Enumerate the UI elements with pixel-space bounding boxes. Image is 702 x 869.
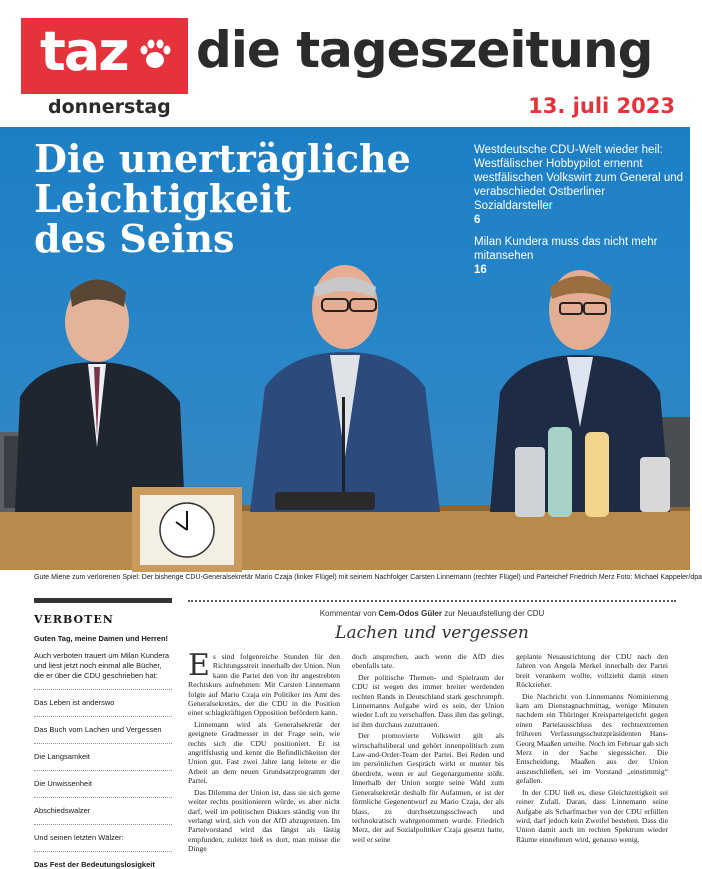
teaser-cdu-text: Westdeutsche CDU-Welt wieder heil: Westfälischer Hobbypilot ernennt westfälischen Volkswirt zum General und verabschiedet Ostberliner Sozialdarsteller [474,144,684,212]
kicker-suffix: zur Neuaufstellung der CDU [444,609,545,618]
divider [34,716,172,717]
list-item: Das Leben ist anderswo [34,698,115,707]
list-item: Die Langsamkeit [34,752,90,761]
side-teasers [474,143,684,285]
paw-icon [137,36,173,72]
paragraph: Linnemann wird als Generalsekretär der geeignete Gradmesser in der Frage sein, wie rechts sich die CDU positioniert. Er ist angriffslustig und kennt die Befindlichkeiten der Union gut. Fast zwei Jahre lang leitete er die Arbeit an dem neuen Grundsatzprogramm der Partei. [188,719,340,786]
verboten-title: VERBOTEN [34,613,114,626]
article-column-1 [188,648,340,856]
verboten-column [34,598,172,869]
hero-photo [0,127,690,570]
paragraph: geplante Neuausrichtung der CDU nach den Jahren von Angela Merkel innerhalb der Partei breit verankern wollte, vollzieht damit einen Rückzieher. [516,652,668,690]
issue-date: 13. juli 2023 [528,94,675,118]
paragraph: In der CDU ließ es, diese Gleichzeitigkeit sei reiner Zufall. Daran, dass Linnemann seine Aufgabe als Scharfmacher von der CDU erfüllen wird, darf jedoch kein Zweifel bestehen. Dass die Union damit auch im rechten Spektrum wieder Räume einnehmen wird, genauso wenig. [516,787,668,844]
weekday: donnerstag [48,96,171,118]
teaser-kundera-text: Milan Kundera muss das nicht mehr mitansehen [474,236,658,262]
teaser-cdu[interactable] [474,143,684,227]
divider [34,797,172,798]
column-rule [34,598,172,603]
article-title: Lachen und vergessen [335,623,529,643]
divider [34,851,172,852]
teaser-kundera[interactable] [474,235,684,277]
kicker-prefix: Kommentar von [319,609,377,618]
article-kicker [188,609,676,618]
masthead [0,0,702,127]
list-item: Abschiedswalzer [34,806,91,815]
divider [34,824,172,825]
list-item: Und seinen letzten Wälzer: [34,833,124,842]
photo-credit: Foto: Michael Kappeler/dpa [616,574,702,581]
author-name: Cem-Odos Güler [378,609,442,618]
list-item: Die Unwissenheit [34,779,92,788]
list-item: Das Buch vom Lachen und Vergessen [34,725,162,734]
teaser-cdu-page: 6 [474,214,481,226]
divider [34,743,172,744]
paragraph: Das Dilemma der Union ist, dass sie sich gerne weiter rechts positionieren würde, es aber nicht darf, weil im politischen Diskurs ständig von ihr verlangt wird, sich von der AfD abzugrenzen. Im Parteivorstand wird das längst als lästig empfunden, zuletzt hieß es dort, man müsse die Dinge [188,787,340,854]
logo-text: taz [40,20,128,83]
article-top-rule [188,600,676,602]
article-column-3 [516,652,668,846]
paragraph: doch ansprechen, auch wenn die AfD dies ebenfalls tate. [352,652,504,671]
divider [34,689,172,690]
divider [34,770,172,771]
article-column-2 [352,652,504,846]
teaser-kundera-page: 16 [474,264,487,276]
verboten-intro: Auch verboten trauert um Milan Kundera und liest jetzt noch einmal alle Bücher, die er über die CDU geschrieben hat: [34,651,170,680]
paragraph-text: s sind folgenreiche Stunden für den Richtungsstreit innerhalb der Union. Nun kann die Partei den von ihr angestrebten Rechtskurs aufnehmen: Mit Carsten Linnemann folgte auf Mario Czaja ein Politiker ins Amt des Generalsekretärs, der die CDU in die Position einer schlagkräftigen Opposition befördern kann. [188,652,340,718]
caption-text: Gute Miene zum verlorenen Spiel: Der bisherige CDU-Generalsekretär Mario Czaja (linker Flügel) mit seinem Nachfolger Carsten Linnemann (rechter Flügel) und Parteichef Friedrich Merz [34,574,615,581]
paper-title: die tageszeitung [196,21,653,79]
verboten-greeting: Guten Tag, meine Damen und Herren! [34,634,169,643]
photo-caption [34,574,702,581]
headline-line-3: des Seins [34,216,235,261]
paragraph [188,648,340,718]
headline-line-1: Die unerträgliche [34,136,411,181]
verboten-final: Das Fest der Bedeutungslosigkeit [34,860,155,869]
paragraph: Der politische Themen- und Spielraum der CDU ist wegen des immer breiter werdenden rechten Rands in Deutschland stark geschrumpft. Linnemanns Aufgabe wird es sein, der Union wieder Luft zu verschaffen. Dass ihm das gelingt, ist ihm durchaus zuzutrauen. [352,672,504,729]
paragraph: Der promovierte Volkswirt gilt als wirtschaftsliberal und gehört innenpolitisch zum Law-and-Order-Team der Partei. Bei Reden und im persönlichen Gespräch wirkt er munter bis überdreht, wenn er auf Gegenargumente stößt. Innerhalb der Union sorgte seine Wahl zum Generalsekretär deshalb für Aufatmen, er ist der förmliche Gegenentwurf zu Mario Czaja, der als blass, zu durchsetzungsschwach und technokratisch wahrgenommen wurde. Friedrich Merz, der auf Sozialpolitiker Czaja gesetzt hatte, weil er seine [352,731,504,844]
main-headline [34,136,411,261]
dropcap: E [188,648,210,683]
headline-line-2: Leichtigkeit [34,176,292,221]
paragraph: Die Nachricht von Linnemanns Nominierung kam am Dienstagnachmittag, wenige Minuten nachdem ein Thüringer Kreisparteigericht gegen einen Parteiausschluss des rechtsextremen früheren Verfassungsschutzpräsidenten Hans-Georg Maaßen urteilte. Noch im Februar gab sich Merz in der Sache siegessicher. Die Entscheidung, Maaßen aus der Union auszuschließen, sei im Vorstand „einstimmig“ gefallen. [516,691,668,786]
